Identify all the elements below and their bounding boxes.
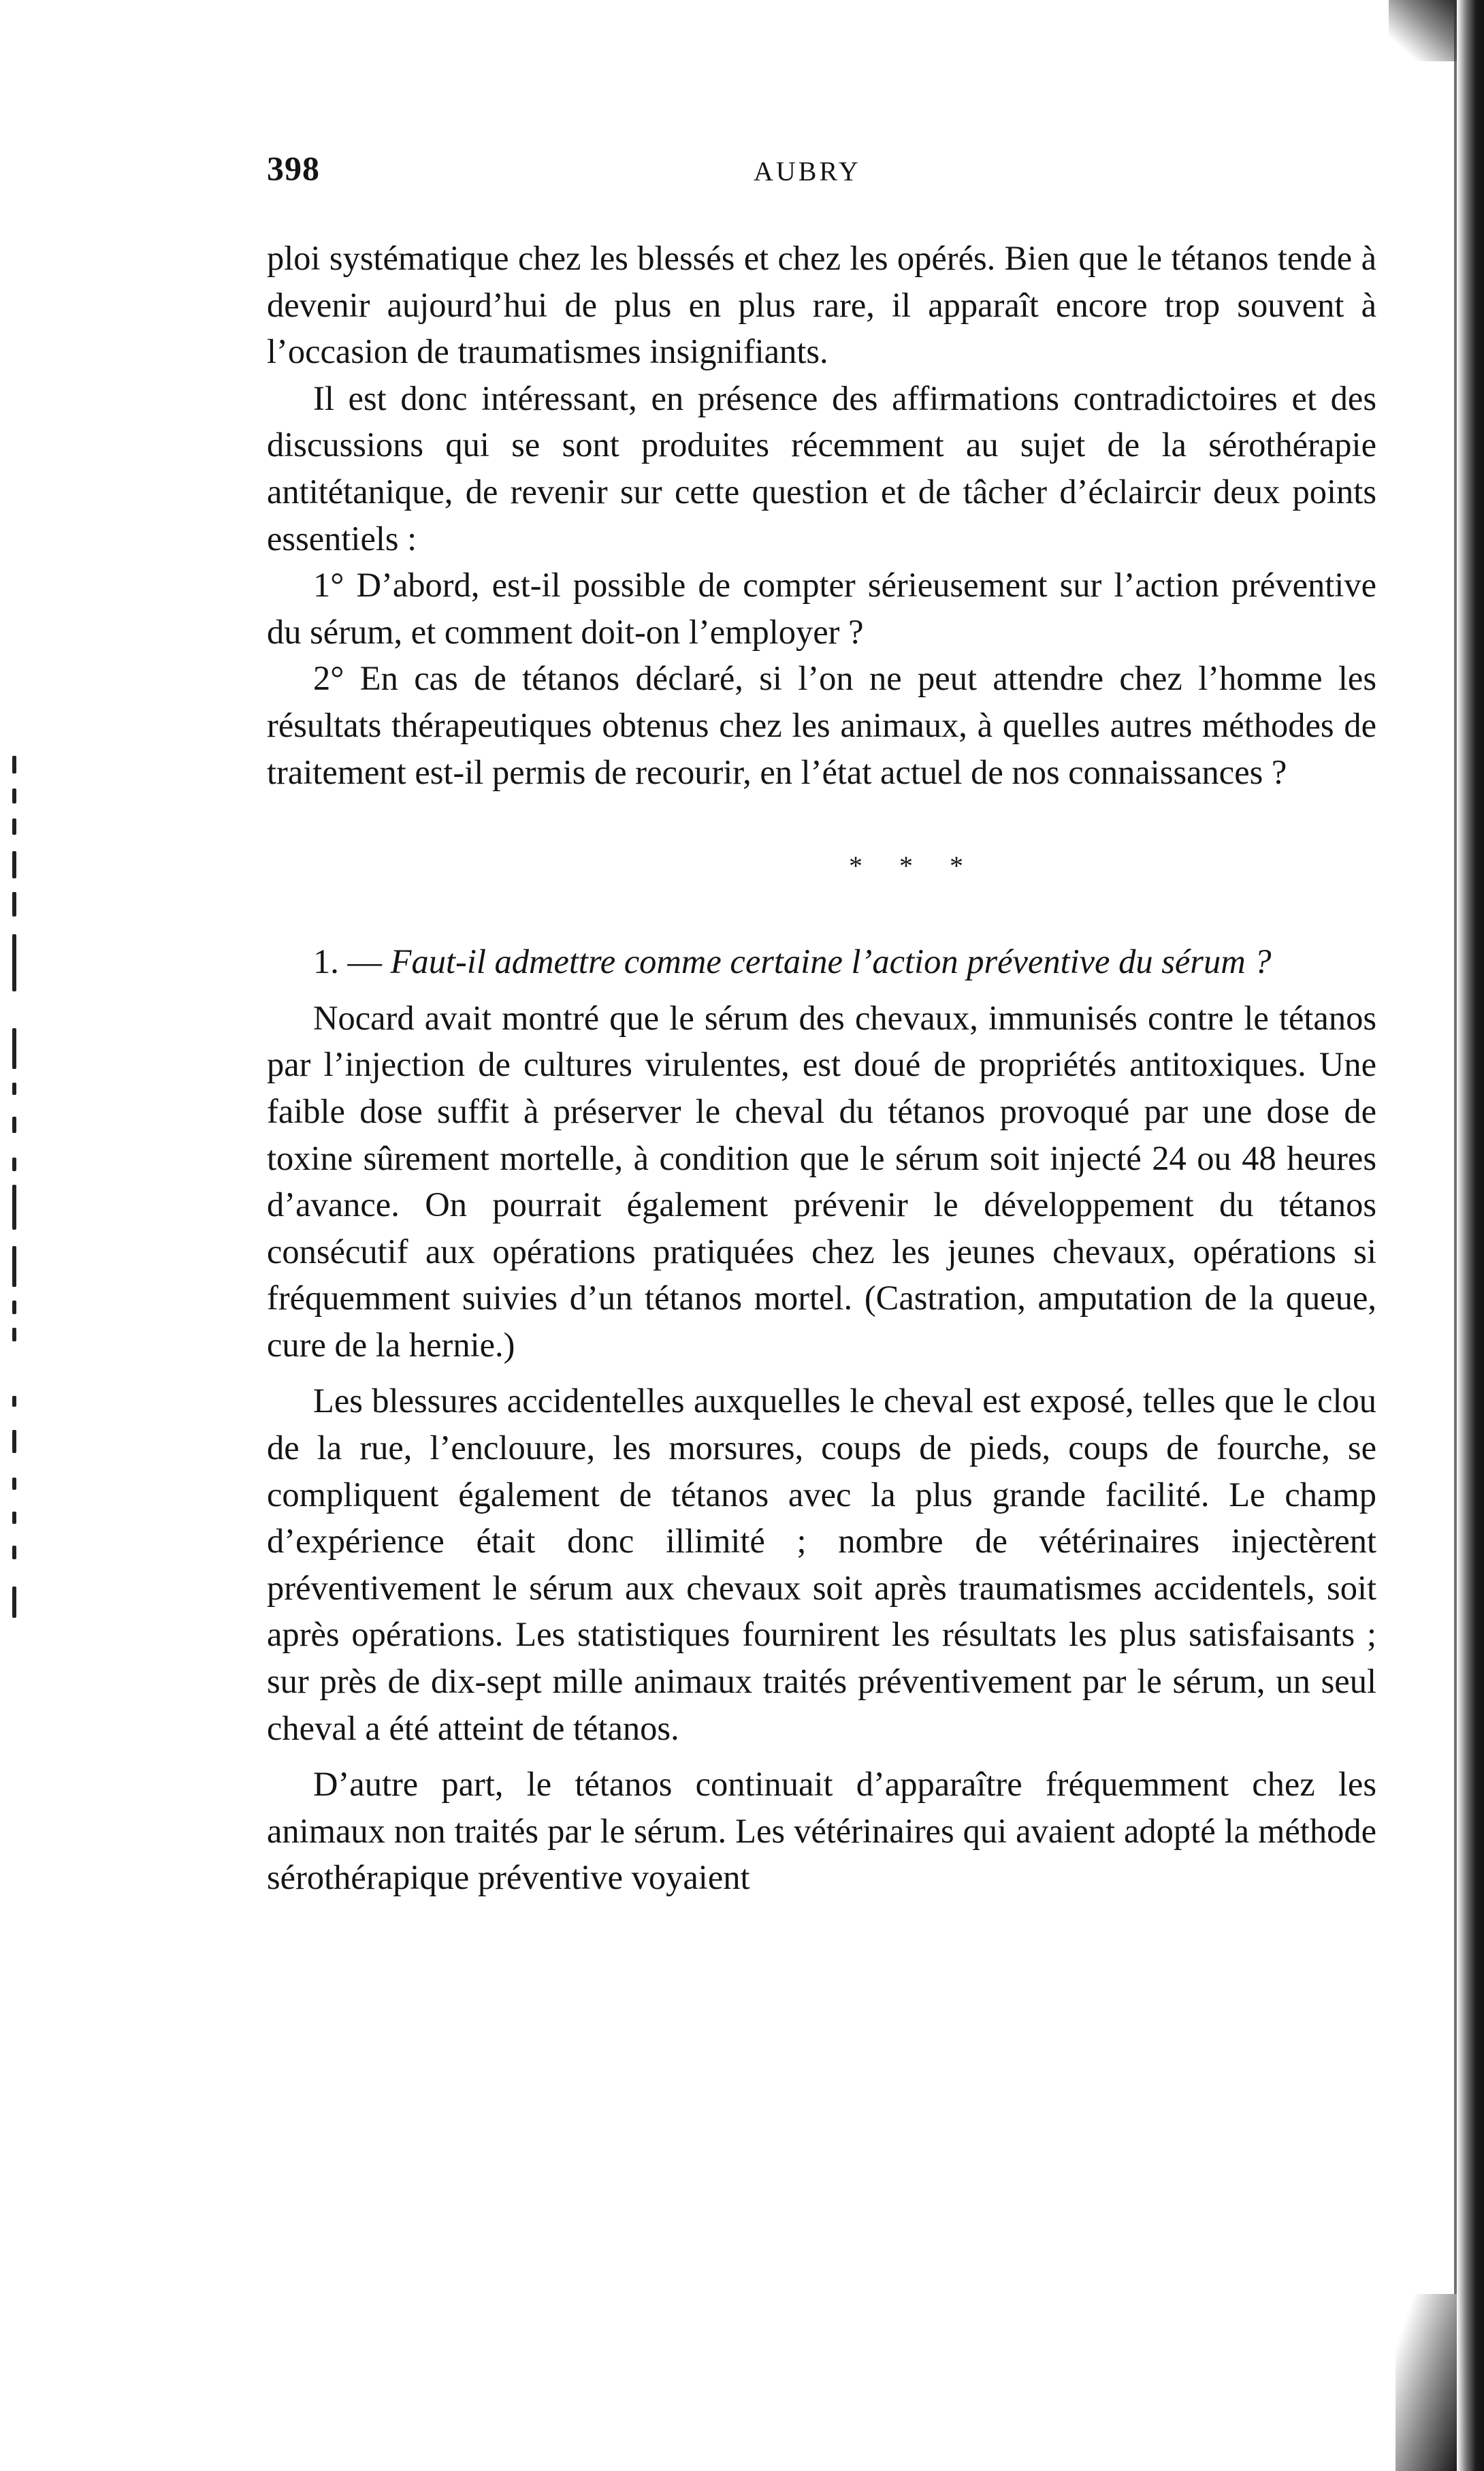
section-title: Faut-il admettre comme certaine l’action préventive du sérum ? xyxy=(390,942,1272,981)
margin-mark xyxy=(12,892,16,916)
paragraph-6: Les blessures accidentelles auxquelles le cheval est exposé, telles que le clou de la rue, l’enclouure, les morsures, coups de pieds, coups de fourche, se compliquent également de tétanos avec la plus grande facilité. Le champ d’expérience était donc illimité ; nombre de vétérinaires injectèrent préventivement le sérum aux chevaux soit après traumatismes accidentels, soit après opérations. Les statistiques fournirent les résultats les plus satisfaisants ; sur près de dix-sept mille animaux traités préventivement par le sérum, un seul cheval a été atteint de tétanos. xyxy=(267,1382,1376,1747)
left-margin-artefacts xyxy=(12,756,26,1743)
margin-mark xyxy=(12,1028,16,1069)
running-head: AUBRY xyxy=(754,156,861,187)
page-edge-top-shadow xyxy=(1389,0,1457,61)
paragraph-4: 2° En cas de tétanos déclaré, si l’on ne peut attendre chez l’homme les résultats thérapeutiques obtenus chez les animaux, à quelles autres méthodes de traitement est-il permis de recourir, en l’état actuel de nos connaissances ? xyxy=(267,659,1376,791)
body-text xyxy=(267,235,1376,1901)
margin-mark xyxy=(12,1512,16,1524)
margin-mark xyxy=(12,934,16,991)
margin-mark xyxy=(12,1117,16,1133)
margin-mark xyxy=(12,1546,16,1559)
margin-mark xyxy=(12,1158,16,1171)
paragraph-2: Il est donc intéressant, en présence des affirmations contradictoires et des discussions qui se sont produites récemment au sujet de la sérothérapie antitétanique, de revenir sur cette question et de tâcher d’éclaircir deux points essentiels : xyxy=(267,379,1376,558)
margin-mark xyxy=(12,1328,16,1341)
page-header xyxy=(267,148,1380,196)
binding-edge-shadow xyxy=(1457,0,1484,2471)
paragraph-1: ploi systématique chez les blessés et chez les opérés. Bien que le tétanos tende à devenir aujourd’hui de plus en plus rare, il apparaît encore trop souvent à l’occasion de traumatismes insignifiants. xyxy=(267,239,1376,371)
page-number: 398 xyxy=(267,149,320,187)
margin-mark xyxy=(12,1478,16,1490)
margin-mark xyxy=(12,1396,16,1407)
margin-mark xyxy=(12,851,16,878)
margin-mark xyxy=(12,1430,16,1453)
margin-mark xyxy=(12,818,16,835)
margin-mark xyxy=(12,1185,16,1230)
margin-mark xyxy=(12,788,16,803)
margin-mark xyxy=(12,1246,16,1287)
paragraph-3: 1° D’abord, est-il possible de compter sérieusement sur l’action préventive du sérum, et comment doit-on l’employer ? xyxy=(267,566,1376,651)
page-edge-bottom-shadow xyxy=(1396,2294,1457,2471)
section-separator: * * * xyxy=(849,850,978,882)
paragraph-5: Nocard avait montré que le sérum des chevaux, immunisés contre le tétanos par l’injection de cultures virulentes, est doué de propriétés antitoxiques. Une faible dose suffit à préserver le cheval du tétanos provoqué par une dose de toxine sûrement mortelle, à condition que le sérum soit injecté 24 ou 48 heures d’avance. On pourrait également prévenir le développement du tétanos consécutif aux opérations pratiquées chez les jeunes chevaux, opérations si fréquemment suivies d’un tétanos mortel. (Castration, amputation de la queue, cure de la hernie.) xyxy=(267,998,1376,1364)
margin-mark xyxy=(12,1301,16,1314)
margin-mark xyxy=(12,1587,16,1618)
margin-mark xyxy=(12,1083,16,1095)
section-heading xyxy=(267,938,1376,985)
paragraph-7: D’autre part, le tétanos continuait d’apparaître fréquemment chez les animaux non traités par le sérum. Les vétérinaires qui avaient adopté la méthode sérothérapique préventive voyaient xyxy=(267,1765,1376,1897)
section-number: 1. — xyxy=(313,942,382,981)
margin-mark xyxy=(12,756,16,774)
